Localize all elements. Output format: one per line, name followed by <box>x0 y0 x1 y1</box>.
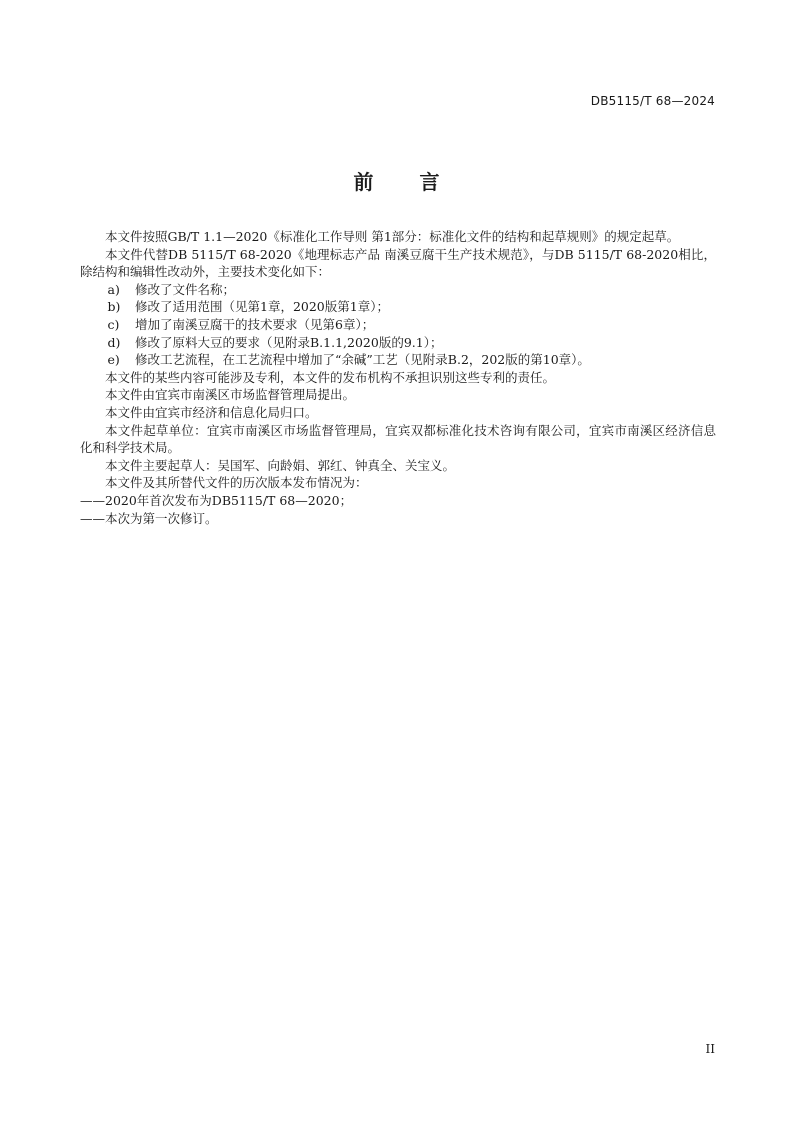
page-number: II <box>705 1042 715 1056</box>
list-text: 修改了适用范围（见第1章，2020版第1章）； <box>135 299 389 315</box>
list-item <box>80 334 716 352</box>
list-text: 修改了文件名称； <box>135 281 236 297</box>
page-title <box>0 166 793 195</box>
foreword-body <box>80 228 716 527</box>
document-code: DB5115/T 68—2024 <box>590 94 715 108</box>
title-char-1: 前 <box>353 170 374 194</box>
history-item: ——本次为第一次修订。 <box>80 510 218 526</box>
history-item: ——2020年首次发布为DB5115/T 68—2020； <box>80 492 353 508</box>
list-marker: b) <box>107 299 121 315</box>
list-text: 修改了原料大豆的要求（见附录B.1.1,2020版的9.1）； <box>135 334 443 350</box>
list-marker: c) <box>107 316 120 332</box>
title-char-2: 言 <box>419 170 440 194</box>
list-marker: a) <box>107 281 120 297</box>
paragraph-drafters: 本文件主要起草人：吴国军、向龄娟、郭红、钟真全、关宝义。 <box>105 457 456 473</box>
list-text: 修改工艺流程，在工艺流程中增加了“余碱”工艺（见附录B.2，202版的第10章）。 <box>135 352 590 368</box>
paragraph-drafting-basis: 本文件按照GB/T 1.1—2020《标准化工作导则 第1部分：标准化文件的结构和起草规则》的规定起草。 <box>105 229 680 244</box>
list-item <box>80 351 716 369</box>
list-item <box>80 281 716 299</box>
list-item <box>80 298 716 316</box>
list-marker: d) <box>107 334 121 350</box>
paragraph-proposed-by: 本文件由宜宾市南溪区市场监督管理局提出。 <box>105 387 356 403</box>
paragraph-history-intro: 本文件及其所替代文件的历次版本发布情况为： <box>105 475 368 491</box>
paragraph-patent: 本文件的某些内容可能涉及专利，本文件的发布机构不承担识别这些专利的责任。 <box>105 369 556 385</box>
list-marker: e) <box>107 352 120 368</box>
paragraph-drafting-units: 本文件起草单位：宜宾市南溪区市场监督管理局，宜宾双都标准化技术咨询有限公司，宜宾市南溪区经济信息化和科学技术局。 <box>80 422 716 456</box>
paragraph-centralized-by: 本文件由宜宾市经济和信息化局归口。 <box>105 404 318 420</box>
list-item <box>80 316 716 334</box>
paragraph-replacement: 本文件代替DB 5115/T 68-2020《地理标志产品 南溪豆腐干生产技术规范》，与DB 5115/T 68-2020相比，除结构和编辑性改动外，主要技术变化如下： <box>80 246 716 280</box>
list-text: 增加了南溪豆腐干的技术要求（见第6章）； <box>135 316 375 332</box>
